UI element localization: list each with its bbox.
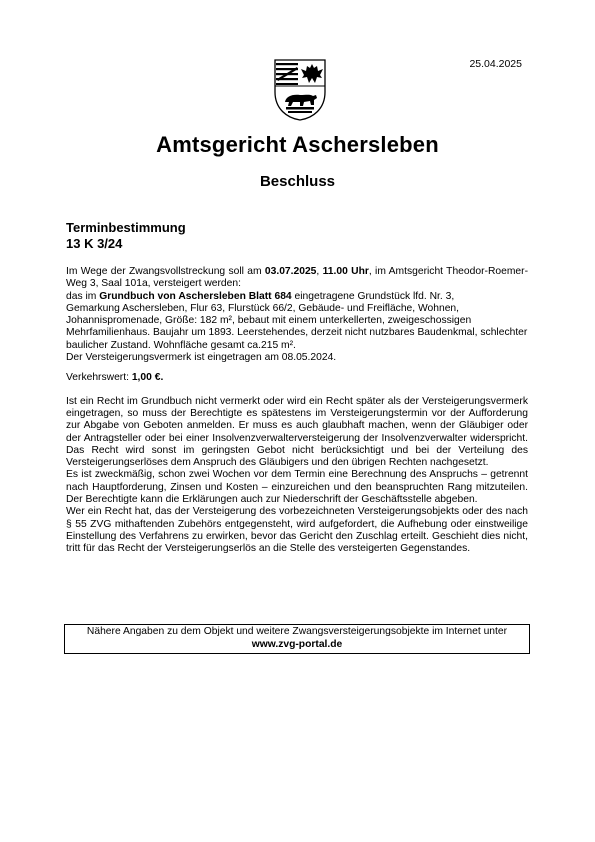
- property-register: [66, 291, 528, 303]
- auction-date: 03.07.2025: [264, 266, 317, 277]
- registration-note: Der Versteigerungsvermerk ist eingetragen am 08.05.2024.: [66, 352, 337, 364]
- property-details: Gemarkung Aschersleben, Flur 63, Flurstück 66/2, Gebäude- und Freifläche, Wohnen, Johannispromenade, Größe: 182 m², bebaut mit einem unterkellerten, zweigeschossigen Mehrfamilienhaus. Baujahr um 1893. Leerstehendes, derzeit nicht nutzbares Baudenkmal, schlechter baulicher Zustand. Wohnfläche gesamt ca.215 m².: [66, 302, 528, 351]
- market-value: [66, 372, 528, 384]
- portal-link[interactable]: www.zvg-portal.de: [251, 638, 343, 650]
- court-name: Amtsgericht Aschersleben: [156, 132, 439, 157]
- saxony-anhalt-coat-of-arms-icon: [273, 58, 327, 122]
- info-box: [64, 624, 530, 654]
- document-body: [66, 266, 528, 556]
- legal-notice-rights: Ist ein Recht im Grundbuch nicht vermerkt oder wird ein Recht später als der Versteigerungsvermerk eingetragen, so muss der Berechtigte es spätestens im Versteigerungstermin vor der Aufforderung zur Abgabe von Geboten anmelden. Er muss es auch glaubhaft machen, wenn der Gläubiger oder der Antragsteller oder bei einer Insolvenzverwalterversteigerung der Insolvenzverwalter widerspricht. Das Recht wird sonst im geringsten Gebot nicht berücksichtigt und bei der Verteilung des Versteigerungserlöses dem Anspruch des Gläubigers und den übrigen Rechten nachgesetzt.: [66, 395, 528, 469]
- case-number: 13 K 3/24: [66, 236, 123, 251]
- legal-notice-claims: Es ist zweckmäßig, schon zwei Wochen vor dem Termin eine Berechnung des Anspruchs – getrennt nach Hauptforderung, Zinsen und Kosten – einzureichen und den beanspruchten Rang mitzuteilen. Der Berechtigte kann die Erklärungen auch zur Niederschrift der Geschäftsstelle abgeben.: [66, 469, 528, 506]
- grundbuch-reference: Grundbuch von Aschersleben Blatt 684: [99, 290, 292, 302]
- legal-notice-objection: Wer ein Recht hat, das der Versteigerung des vorbezeichneten Versteigerungsobjekts oder des nach § 55 ZVG mithaftenden Zubehörs entgegensteht, wird aufgefordert, die Aufhebung oder einstweilige Einstellung des Verfahrens zu erwirken, bevor das Gericht den Zuschlag erteilt. Geschieht dies nicht, tritt für das Recht der Versteigerungserlös an die Stelle des versteigerten Gegenstandes.: [66, 506, 528, 555]
- document-title: Beschluss: [259, 173, 336, 190]
- document-date: 25.04.2025: [469, 58, 522, 70]
- termin-heading: [66, 220, 186, 252]
- register-prefix: das im: [66, 290, 100, 302]
- market-value-amount: 1,00 €.: [131, 372, 164, 384]
- market-value-label: Verkehrswert:: [66, 372, 132, 384]
- intro-separator: ,: [316, 266, 323, 277]
- auction-time: 11.00 Uhr: [322, 266, 369, 277]
- auction-intro: [66, 266, 528, 291]
- intro-location: , im Amtsgericht Theodor-Roemer-Weg 3, Saal 101a, versteigert werden:: [66, 266, 529, 290]
- intro-text: Im Wege der Zwangsvollstreckung soll am: [66, 266, 265, 277]
- register-suffix: eingetragene Grundstück lfd. Nr. 3,: [291, 290, 455, 302]
- termin-title: Terminbestimmung: [66, 220, 186, 235]
- info-text: Nähere Angaben zu dem Objekt und weitere Zwangsversteigerungsobjekte im Internet unter: [86, 626, 508, 637]
